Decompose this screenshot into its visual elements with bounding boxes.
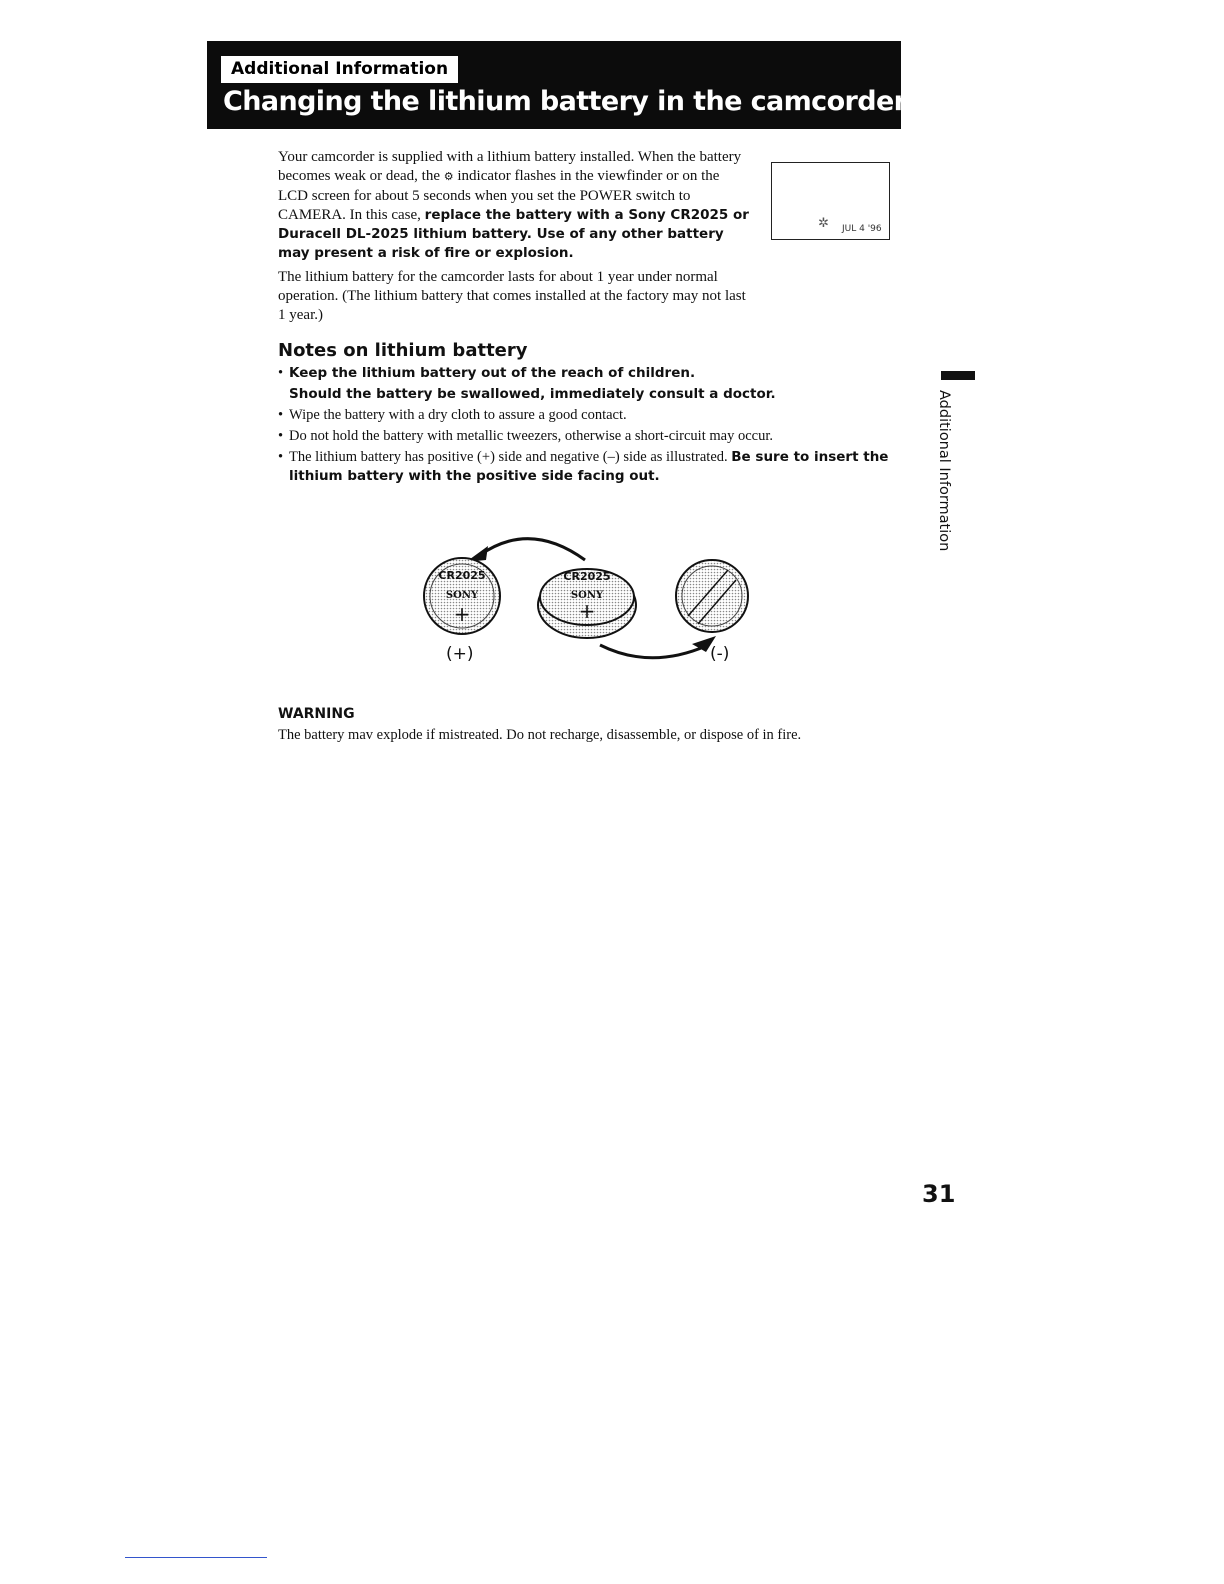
battery-brand-label-tilted: SONY <box>570 590 604 601</box>
header-banner <box>207 41 907 129</box>
lithium-battery-indicator-icon: ✲ <box>818 215 829 230</box>
side-tab-label: Additional Information <box>936 390 952 552</box>
side-tab-marker <box>941 371 975 380</box>
intro-text <box>278 148 753 330</box>
note-item <box>278 448 893 486</box>
rotate-arrow-top <box>480 539 585 560</box>
lcd-date: JUL 4 '96 <box>842 224 882 234</box>
warning-text: The battery mav explode if mistreated. Do not recharge, disassemble, or dispose of in fire. <box>278 727 802 743</box>
lcd-screen-illustration <box>771 162 890 240</box>
intro-p1-a: Your camcorder is supplied with a lithium battery installed. When the battery becomes weak or dead, the <box>278 149 742 184</box>
note-swallowed: Should the battery be swallowed, immediately consult a doctor. <box>289 386 776 402</box>
notes-heading: Notes on lithium battery <box>278 340 528 361</box>
note-polarity: The lithium battery has positive (+) side and negative (–) side as illustrated. <box>289 449 732 465</box>
intro-p1-warning: replace the battery with a Sony CR2025 or Duracell DL-2025 lithium battery. Use of any other battery may present a risk of fire or explosion. <box>278 207 749 261</box>
note-children: Keep the lithium battery out of the reach of children. <box>289 365 696 381</box>
lithium-battery-icon: ⚙ <box>443 171 454 183</box>
note-polarity-bold: Be sure to insert the lithium battery with the positive side facing out. <box>289 449 889 484</box>
section-tag: Additional Information <box>221 56 458 83</box>
page-number: 31 <box>922 1180 956 1208</box>
battery-tilted-view <box>538 569 636 638</box>
battery-plus-sign-tilted: + <box>578 599 596 623</box>
warning-heading: WARNING <box>278 706 355 722</box>
intro-p1-b: indicator flashes in the viewfinder or on the LCD screen for about 5 seconds when you set the POWER switch to CAMERA. In this case, <box>278 168 720 223</box>
bottom-rule <box>125 1557 267 1558</box>
battery-model-label-tilted: CR2025 <box>563 570 611 583</box>
battery-brand-label: SONY <box>445 590 479 601</box>
note-item: • Do not hold the battery with metallic tweezers, otherwise a short-circuit may occur. <box>278 427 893 446</box>
battery-negative-view <box>676 560 748 632</box>
battery-plus-sign: + <box>453 602 471 626</box>
battery-model-label: CR2025 <box>438 569 486 582</box>
label-negative: (-) <box>710 644 730 664</box>
intro-paragraph-1 <box>278 148 753 263</box>
note-item: • Wipe the battery with a dry cloth to assure a good contact. <box>278 406 893 425</box>
notes-list <box>278 364 893 488</box>
page-title: Changing the lithium battery in the camcorder <box>223 86 907 117</box>
intro-paragraph-2: The lithium battery for the camcorder lasts for about 1 year under normal operation. (The lithium battery that comes installed at the factory may not last 1 year.) <box>278 269 746 323</box>
rotate-arrow-bottom <box>600 645 706 658</box>
label-positive: (+) <box>446 644 474 664</box>
battery-positive-view <box>424 558 500 634</box>
note-item <box>278 364 893 404</box>
